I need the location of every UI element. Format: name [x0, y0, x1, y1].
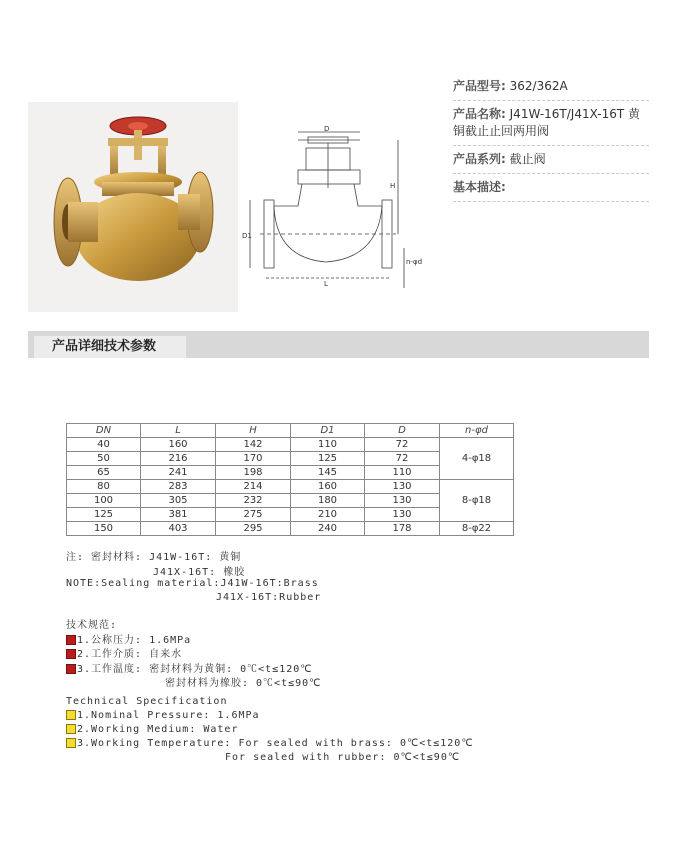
info-name — [453, 101, 649, 146]
spec-en-item: 3.Working Temperature: For sealed with brass: 0℃<t≤120℃ — [66, 738, 474, 749]
header-l: L — [141, 424, 216, 438]
yellow-bullet-icon — [66, 724, 76, 734]
cell: 110 — [291, 438, 365, 452]
info-value: 截止阀 — [509, 152, 546, 166]
yellow-bullet-icon — [66, 710, 76, 720]
cell-nd-group: 8-φ18 — [440, 480, 514, 522]
info-label: 基本描述: — [453, 180, 506, 194]
section-header-bar — [28, 331, 649, 358]
info-model — [453, 73, 649, 101]
info-label: 产品名称: — [453, 107, 506, 121]
cell: 283 — [141, 480, 216, 494]
cell: 65 — [67, 466, 141, 480]
cell: 241 — [141, 466, 216, 480]
info-value: 362/362A — [509, 79, 568, 93]
header-dn: DN — [67, 424, 141, 438]
info-value: J41W-16T/J41X-16T 黄铜截止止回两用阀 — [453, 107, 640, 138]
cell: 295 — [216, 522, 291, 536]
info-label: 产品系列: — [453, 152, 506, 166]
cell: 125 — [291, 452, 365, 466]
note-cn-line-1: 注: 密封材料: J41W-16T: 黄铜 — [66, 552, 242, 563]
label-d: D — [324, 125, 330, 133]
info-description — [453, 174, 649, 202]
header-d: D — [365, 424, 440, 438]
yellow-bullet-icon — [66, 738, 76, 748]
valve-drawing — [236, 125, 423, 300]
red-bullet-icon — [66, 649, 76, 659]
cell: 160 — [291, 480, 365, 494]
label-d1: D1 — [242, 232, 252, 240]
header-h: H — [216, 424, 291, 438]
cell: 180 — [291, 494, 365, 508]
info-label: 产品型号: — [453, 79, 506, 93]
spec-cn-item: 1.公称压力: 1.6MPa — [66, 631, 191, 646]
cell: 40 — [67, 438, 141, 452]
header-nd: n-φd — [440, 424, 514, 438]
product-photo — [28, 102, 238, 312]
note-cn-line-2: J41X-16T: 橡胶 — [153, 567, 246, 578]
table-row — [67, 522, 514, 536]
table-row — [67, 480, 514, 494]
note-en-line-1: NOTE:Sealing material:J41W-16T:Brass — [66, 578, 319, 589]
cell: 125 — [67, 508, 141, 522]
cell: 232 — [216, 494, 291, 508]
spec-cn-item: 3.工作温度: 密封材料为黄铜: 0℃<t≤120℃ — [66, 660, 313, 675]
spec-en-item: 2.Working Medium: Water — [66, 724, 238, 735]
label-l: L — [324, 280, 328, 288]
red-bullet-icon — [66, 635, 76, 645]
note-en-line-2: J41X-16T:Rubber — [216, 592, 322, 603]
cell-nd-group: 8-φ22 — [440, 522, 514, 536]
spec-cn-item: 2.工作介质: 自来水 — [66, 645, 182, 660]
cell: 72 — [365, 438, 440, 452]
header-d1: D1 — [291, 424, 365, 438]
section-title: 产品详细技术参数 — [34, 336, 186, 358]
cell: 130 — [365, 480, 440, 494]
cell: 72 — [365, 452, 440, 466]
table-header-row — [67, 424, 514, 438]
spec-cn-title: 技术规范: — [66, 620, 118, 631]
cell: 110 — [365, 466, 440, 480]
cell: 178 — [365, 522, 440, 536]
cell: 130 — [365, 494, 440, 508]
cell: 198 — [216, 466, 291, 480]
cell: 305 — [141, 494, 216, 508]
cell: 50 — [67, 452, 141, 466]
brass-valve-image — [28, 102, 238, 312]
spec-en-item: 1.Nominal Pressure: 1.6MPa — [66, 710, 260, 721]
cell: 210 — [291, 508, 365, 522]
cell: 150 — [67, 522, 141, 536]
cell: 142 — [216, 438, 291, 452]
cell: 80 — [67, 480, 141, 494]
spec-table — [66, 423, 514, 536]
info-series — [453, 146, 649, 174]
table-row — [67, 438, 514, 452]
cell-nd-group: 4-φ18 — [440, 438, 514, 480]
red-bullet-icon — [66, 664, 76, 674]
cell: 170 — [216, 452, 291, 466]
cell: 214 — [216, 480, 291, 494]
cell: 145 — [291, 466, 365, 480]
spec-cn-cont: 密封材料为橡胶: 0℃<t≤90℃ — [165, 678, 322, 689]
cell: 403 — [141, 522, 216, 536]
cell: 275 — [216, 508, 291, 522]
product-info — [453, 73, 649, 202]
cell: 381 — [141, 508, 216, 522]
spec-en-title: Technical Specification — [66, 696, 228, 707]
cell: 160 — [141, 438, 216, 452]
cell: 100 — [67, 494, 141, 508]
cell: 130 — [365, 508, 440, 522]
spec-en-cont: For sealed with rubber: 0℃<t≤90℃ — [225, 752, 461, 763]
cell: 240 — [291, 522, 365, 536]
cell: 216 — [141, 452, 216, 466]
label-nd: n-φd — [406, 258, 423, 266]
label-h: H — [390, 182, 396, 190]
